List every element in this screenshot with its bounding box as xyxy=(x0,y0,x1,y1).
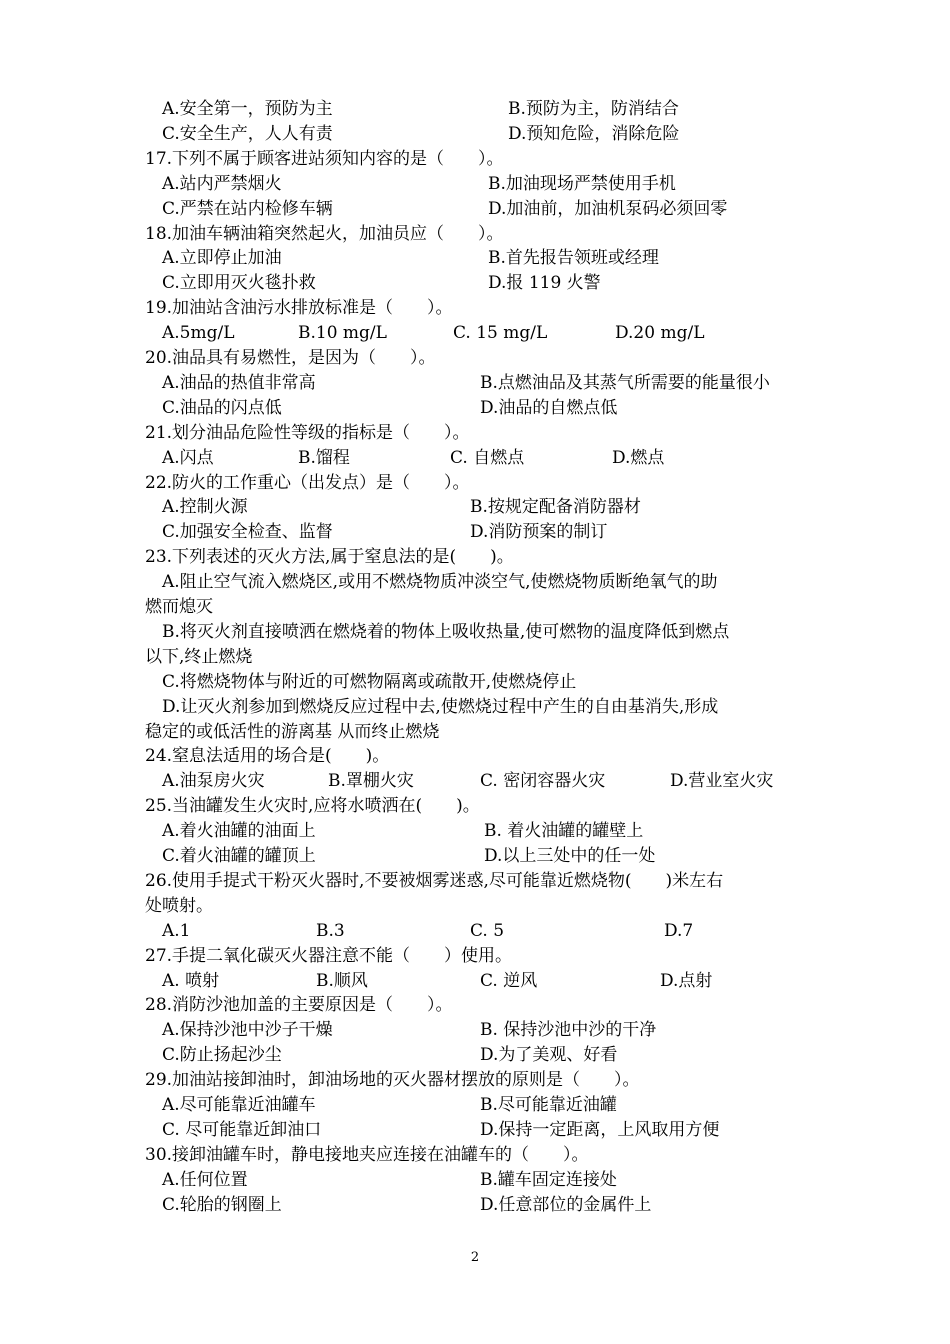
question-line: 24.窒息法适用的场合是( )。 xyxy=(145,746,390,767)
page-number: 2 xyxy=(470,1250,480,1265)
option-item: B.加油现场严禁使用手机 xyxy=(488,173,676,194)
question-line: 26.使用手提式干粉灭火器时,不要被烟雾迷惑,尽可能靠近燃烧物( )米左右 xyxy=(145,870,724,891)
option-item: A.着火油罐的油面上 xyxy=(162,821,316,842)
option-item: B.尽可能靠近油罐 xyxy=(480,1095,617,1115)
option-item: A.1 xyxy=(162,920,191,941)
option-item: D.以上三处中的任一处 xyxy=(484,846,656,866)
question-line: 21.划分油品危险性等级的指标是（ ）。 xyxy=(145,422,470,443)
option-item: B.首先报告领班或经理 xyxy=(488,248,659,269)
option-item: D.消防预案的制订 xyxy=(470,522,608,543)
option-item: B.顺风 xyxy=(316,970,368,991)
question-line: 28.消防沙池加盖的主要原因是（ ）。 xyxy=(145,995,453,1016)
question-line: 27.手提二氧化碳灭火器注意不能（ ）使用。 xyxy=(145,945,513,966)
option-item: B. 着火油罐的罐壁上 xyxy=(484,821,644,842)
option-item: A.安全第一，预防为主 xyxy=(162,99,333,119)
option-item: C.着火油罐的罐顶上 xyxy=(162,846,316,866)
option-item: C.轮胎的钢圈上 xyxy=(162,1194,282,1215)
option-item: C.油品的闪点低 xyxy=(162,397,282,418)
option-item: B. 保持沙池中沙的干净 xyxy=(480,1020,657,1041)
option-item: D.为了美观、好看 xyxy=(480,1045,618,1066)
option-item: A.尽可能靠近油罐车 xyxy=(162,1095,316,1115)
option-item: D.报 119 火警 xyxy=(488,273,601,294)
option-item: B.罐车固定连接处 xyxy=(480,1169,617,1190)
option-item: A.闪点 xyxy=(162,447,214,468)
option-item: C. 自燃点 xyxy=(450,447,525,468)
paragraph-line: D.让灭火剂参加到燃烧反应过程中去,使燃烧过程中产生的自由基消失,形成 xyxy=(162,696,719,717)
option-item: C.防止扬起沙尘 xyxy=(162,1045,282,1066)
option-item: D.预知危险，消除危险 xyxy=(508,123,680,144)
option-item: A.油泵房火灾 xyxy=(162,771,265,792)
paragraph-line: A.阻止空气流入燃烧区,或用不燃烧物质冲淡空气,使燃烧物质断绝氧气的助 xyxy=(162,572,718,593)
option-item: D.加油前，加油机泵码必须回零 xyxy=(488,198,728,219)
option-item: C.加强安全检查、监督 xyxy=(162,522,333,543)
question-line: 23.下列表述的灭火方法,属于窒息法的是( )。 xyxy=(145,547,514,568)
option-item: B.罩棚火灾 xyxy=(328,771,414,792)
paragraph-line: B.将灭火剂直接喷洒在燃烧着的物体上吸收热量,使可燃物的温度降低到燃点 xyxy=(162,621,730,642)
option-item: C. 逆风 xyxy=(480,970,538,991)
option-item: A.立即停止加油 xyxy=(162,248,282,269)
option-item: D.燃点 xyxy=(612,447,665,468)
option-item: D.7 xyxy=(664,920,694,941)
question-line: 燃而熄灭 xyxy=(145,597,213,617)
question-line: 以下,终止燃烧 xyxy=(145,646,253,667)
option-item: A.5mg/L xyxy=(162,323,235,344)
option-item: D.营业室火灾 xyxy=(670,771,774,792)
option-item: D.保持一定距离，上风取用方便 xyxy=(480,1119,720,1140)
option-item: D.点射 xyxy=(660,970,713,991)
question-line: 29.加油站接卸油时，卸油场地的灭火器材摆放的原则是（ ）。 xyxy=(145,1070,640,1091)
question-line: 25.当油罐发生火灾时,应将水喷洒在( )。 xyxy=(145,796,480,817)
option-item: A.任何位置 xyxy=(162,1169,248,1190)
option-item: B.馏程 xyxy=(298,447,350,468)
option-item: A. 喷射 xyxy=(162,970,220,991)
option-item: C.严禁在站内检修车辆 xyxy=(162,198,333,219)
option-item: B.3 xyxy=(316,920,345,941)
option-item: B.10 mg/L xyxy=(298,323,387,344)
question-line: 18.加油车辆油箱突然起火，加油员应（ ）。 xyxy=(145,223,504,244)
option-item: C. 5 xyxy=(470,920,505,941)
option-item: A.站内严禁烟火 xyxy=(162,173,282,194)
question-line: 19.加油站含油污水排放标准是（ ）。 xyxy=(145,298,453,319)
option-item: A.油品的热值非常高 xyxy=(162,372,316,393)
option-item: D.油品的自燃点低 xyxy=(480,397,618,418)
option-item: A.控制火源 xyxy=(162,497,248,518)
option-item: C. 尽可能靠近卸油口 xyxy=(162,1119,322,1140)
option-item: C.安全生产，人人有责 xyxy=(162,123,333,144)
option-item: A.保持沙池中沙子干燥 xyxy=(162,1020,333,1041)
option-item: B.按规定配备消防器材 xyxy=(470,497,641,518)
question-line: 22.防火的工作重心（出发点）是（ ）。 xyxy=(145,472,470,493)
option-item: D.任意部位的金属件上 xyxy=(480,1194,652,1215)
option-item: D.20 mg/L xyxy=(615,323,705,344)
question-line: 稳定的或低活性的游离基 从而终止燃烧 xyxy=(145,721,440,742)
option-item: C. 15 mg/L xyxy=(453,323,548,344)
option-item: C. 密闭容器火灾 xyxy=(480,771,606,792)
option-item: B.预防为主，防消结合 xyxy=(508,99,679,119)
question-line: 处喷射。 xyxy=(145,895,213,916)
question-line: 30.接卸油罐车时，静电接地夹应连接在油罐车的（ ）。 xyxy=(145,1144,589,1165)
paragraph-line: C.将燃烧物体与附近的可燃物隔离或疏散开,使燃烧停止 xyxy=(162,671,577,692)
question-line: 17.下列不属于顾客进站须知内容的是（ ）。 xyxy=(145,148,504,169)
option-item: C.立即用灭火毯扑救 xyxy=(162,273,316,294)
question-line: 20.油品具有易燃性，是因为（ ）。 xyxy=(145,348,436,368)
option-item: B.点燃油品及其蒸气所需要的能量很小 xyxy=(480,372,770,393)
